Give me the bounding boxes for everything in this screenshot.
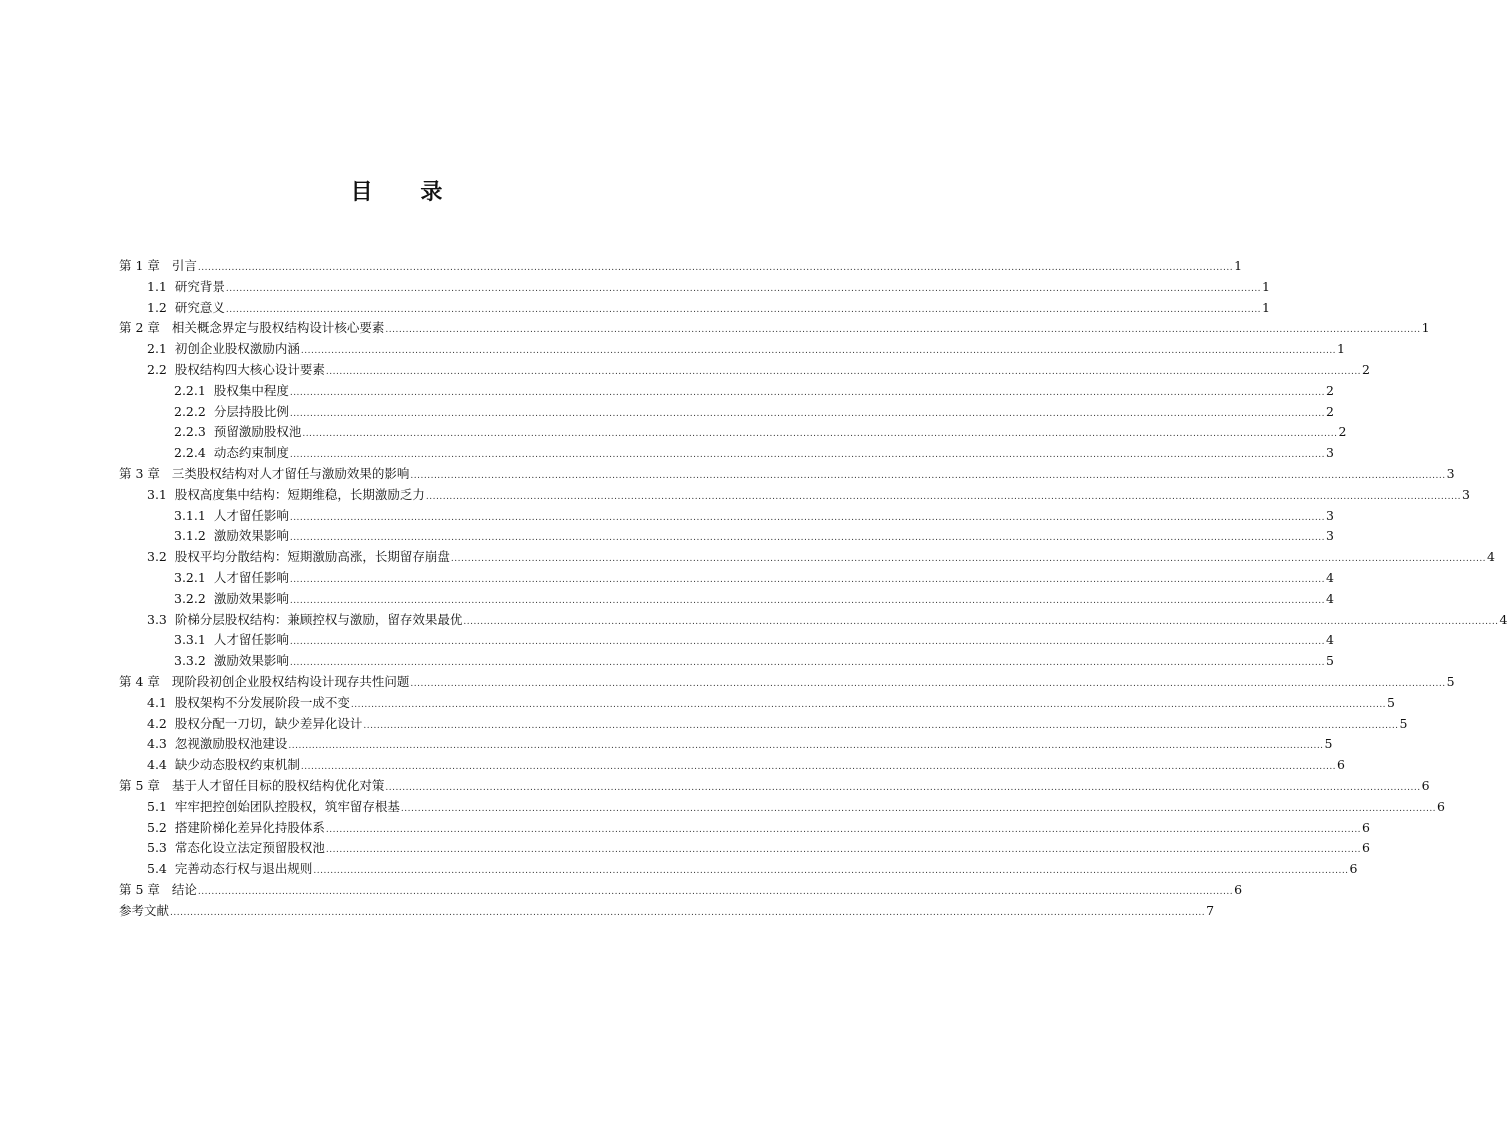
toc-entry-number: 5.2 — [147, 819, 167, 835]
toc-page-number: 2 — [1325, 403, 1334, 419]
toc-page-number: 6 — [1337, 757, 1345, 773]
toc-entry-number: 3.3 — [147, 611, 167, 627]
toc-entry-number: 4.4 — [147, 757, 167, 773]
toc-dot-leader — [410, 674, 1445, 695]
toc-dot-leader — [326, 820, 1361, 841]
toc-page-number: 1 — [1337, 341, 1345, 357]
toc-entry[interactable] — [119, 630, 1334, 651]
toc-page-number: 4 — [1325, 632, 1334, 648]
toc-dot-leader — [288, 736, 1323, 757]
table-of-contents — [119, 256, 1508, 922]
toc-page-number: 6 — [1349, 861, 1358, 877]
page-title: 目 录 — [350, 179, 463, 205]
toc-entry-number: 3.3.1 — [174, 632, 206, 648]
toc-dot-leader — [426, 487, 1461, 508]
toc-page-number: 6 — [1421, 777, 1430, 793]
toc-page-number: 6 — [1234, 881, 1243, 897]
toc-entry-number: 4.2 — [147, 715, 167, 731]
toc-entry-number: 3.2.1 — [174, 569, 206, 585]
toc-entry[interactable] — [119, 568, 1334, 589]
toc-entry[interactable] — [119, 339, 1345, 360]
toc-entry[interactable] — [119, 464, 1455, 485]
toc-page-number: 1 — [1262, 278, 1270, 294]
toc-entry-title: 激励效果影响 — [213, 528, 289, 544]
toc-entry-title: 完善动态行权与退出规则 — [174, 861, 313, 877]
toc-dot-leader — [363, 716, 1398, 737]
toc-entry[interactable] — [119, 589, 1334, 610]
toc-dot-leader — [198, 882, 1233, 903]
toc-page-number: 2 — [1338, 424, 1347, 440]
toc-entry-number: 2.1 — [147, 341, 167, 357]
toc-entry[interactable] — [119, 381, 1334, 402]
toc-entry[interactable] — [119, 672, 1455, 693]
toc-entry[interactable] — [119, 298, 1270, 319]
toc-page-number: 3 — [1446, 465, 1455, 481]
toc-entry-number: 5.1 — [147, 798, 167, 814]
toc-entry-number: 第 3 章 — [119, 465, 160, 481]
toc-entry[interactable] — [119, 318, 1430, 339]
toc-page-number: 4 — [1499, 611, 1508, 627]
toc-entry[interactable] — [119, 734, 1333, 755]
toc-entry-title: 股权高度集中结构：短期维稳，长期激励乏力 — [174, 486, 425, 502]
toc-dot-leader — [326, 840, 1361, 861]
toc-page-number: 1 — [1421, 320, 1430, 336]
toc-page-number: 3 — [1325, 507, 1334, 523]
toc-dot-leader — [410, 466, 1445, 487]
toc-entry-title: 人才留任影响 — [213, 632, 289, 648]
toc-entry-number: 5.3 — [147, 840, 167, 856]
toc-entry-title: 结论 — [171, 881, 197, 897]
toc-page-number: 5 — [1387, 694, 1395, 710]
toc-entry-title: 股权分配一刀切，缺少差异化设计 — [174, 715, 363, 731]
toc-dot-leader — [290, 404, 1325, 425]
toc-entry-title: 研究意义 — [174, 299, 225, 315]
toc-entry-title: 股权结构四大核心设计要素 — [174, 361, 325, 377]
toc-entry[interactable] — [119, 901, 1215, 922]
toc-page-number: 6 — [1437, 798, 1445, 814]
toc-dot-leader — [290, 383, 1325, 404]
toc-entry-number: 3.2.2 — [174, 590, 206, 606]
toc-page-number: 5 — [1324, 736, 1333, 752]
toc-entry[interactable] — [119, 422, 1347, 443]
toc-entry-title: 股权集中程度 — [213, 382, 289, 398]
toc-entry-title: 基于人才留任目标的股权结构优化对策 — [171, 777, 385, 793]
toc-entry-title: 激励效果影响 — [213, 653, 289, 669]
toc-page-number: 4 — [1325, 590, 1334, 606]
toc-entry-title: 股权平均分散结构：短期激励高涨，长期留存崩盘 — [174, 549, 450, 565]
toc-dot-leader — [290, 653, 1325, 674]
toc-entry-title: 预留激励股权池 — [213, 424, 302, 440]
toc-entry-number: 1.1 — [147, 278, 167, 294]
toc-entry[interactable] — [119, 651, 1334, 672]
toc-entry-title: 常态化设立法定预留股权池 — [174, 840, 325, 856]
toc-entry-number: 2.2.1 — [174, 382, 206, 398]
toc-entry[interactable] — [119, 547, 1495, 568]
toc-dot-leader — [385, 320, 1420, 341]
toc-dot-leader — [313, 861, 1348, 882]
toc-entry[interactable] — [119, 402, 1334, 423]
toc-page-number: 2 — [1362, 361, 1370, 377]
toc-page-number: 4 — [1325, 569, 1334, 585]
toc-entry[interactable] — [119, 818, 1370, 839]
toc-entry-title: 人才留任影响 — [213, 507, 289, 523]
toc-entry[interactable] — [119, 256, 1243, 277]
toc-dot-leader — [290, 591, 1325, 612]
toc-entry-title: 阶梯分层股权结构：兼顾控权与激励，留存效果最优 — [174, 611, 463, 627]
toc-dot-leader — [290, 508, 1325, 529]
toc-page-number: 5 — [1399, 715, 1408, 731]
toc-entry[interactable] — [119, 526, 1334, 547]
toc-entry-title: 缺少动态股权约束机制 — [174, 757, 300, 773]
toc-entry-number: 4.3 — [147, 736, 167, 752]
toc-entry-title: 激励效果影响 — [213, 590, 289, 606]
toc-dot-leader — [290, 570, 1325, 591]
toc-entry-number: 3.1.1 — [174, 507, 206, 523]
toc-entry-number: 2.2.2 — [174, 403, 206, 419]
toc-page-number: 1 — [1234, 258, 1243, 273]
toc-dot-leader — [301, 757, 1336, 778]
toc-entry-number: 2.2 — [147, 361, 167, 377]
toc-entry[interactable] — [119, 838, 1370, 859]
toc-entry-number: 第 1 章 — [119, 258, 160, 273]
toc-entry-title: 分层持股比例 — [213, 403, 289, 419]
toc-entry[interactable] — [119, 360, 1370, 381]
toc-entry-title: 参考文献 — [119, 902, 170, 918]
toc-dot-leader — [290, 445, 1325, 466]
toc-dot-leader — [351, 695, 1386, 716]
toc-dot-leader — [301, 341, 1336, 362]
toc-page-number: 3 — [1325, 445, 1334, 461]
toc-page-number: 5 — [1325, 653, 1334, 669]
toc-entry-number: 1.2 — [147, 299, 167, 315]
toc-entry[interactable] — [119, 714, 1408, 735]
toc-page-number: 7 — [1206, 902, 1215, 918]
toc-entry[interactable] — [119, 443, 1334, 464]
toc-page-number: 5 — [1446, 673, 1455, 689]
toc-entry-number: 2.2.3 — [174, 424, 206, 440]
toc-entry-title: 人才留任影响 — [213, 569, 289, 585]
toc-entry[interactable] — [119, 776, 1430, 797]
toc-dot-leader — [401, 799, 1436, 820]
toc-page-number: 6 — [1362, 819, 1370, 835]
toc-page-number: 2 — [1325, 382, 1334, 398]
toc-entry-number: 第 2 章 — [119, 320, 160, 336]
toc-page-number: 6 — [1362, 840, 1370, 856]
toc-entry[interactable] — [119, 797, 1445, 818]
toc-entry-title: 引言 — [171, 258, 197, 273]
toc-entry-title: 现阶段初创企业股权结构设计现存共性问题 — [171, 673, 410, 689]
toc-page-number: 3 — [1325, 528, 1334, 544]
toc-entry[interactable] — [119, 880, 1243, 901]
toc-dot-leader — [170, 903, 1205, 924]
toc-entry-number: 3.3.2 — [174, 653, 206, 669]
toc-entry-title: 搭建阶梯化差异化持股体系 — [174, 819, 325, 835]
toc-entry-title: 研究背景 — [174, 278, 225, 294]
toc-entry-number: 3.1.2 — [174, 528, 206, 544]
toc-dot-leader — [326, 362, 1361, 383]
toc-entry-number: 5.4 — [147, 861, 167, 877]
toc-entry[interactable] — [119, 859, 1358, 880]
toc-entry-number: 2.2.4 — [174, 445, 206, 461]
toc-dot-leader — [290, 528, 1325, 549]
toc-page-number: 4 — [1487, 549, 1495, 565]
toc-entry[interactable] — [119, 485, 1470, 506]
toc-entry-number: 第 5 章 — [119, 777, 160, 793]
toc-dot-leader — [290, 632, 1325, 653]
toc-entry-number: 4.1 — [147, 694, 167, 710]
toc-entry-title: 动态约束制度 — [213, 445, 289, 461]
toc-dot-leader — [302, 424, 1337, 445]
toc-entry-title: 忽视激励股权池建设 — [174, 736, 288, 752]
toc-entry-number: 第 5 章 — [119, 881, 160, 897]
toc-dot-leader — [451, 549, 1486, 570]
toc-dot-leader — [226, 279, 1261, 300]
toc-entry-number: 3.1 — [147, 486, 167, 502]
toc-entry-title: 初创企业股权激励内涵 — [174, 341, 300, 357]
toc-page-number: 3 — [1462, 486, 1470, 502]
toc-entry[interactable] — [119, 277, 1270, 298]
toc-entry[interactable] — [119, 693, 1395, 714]
toc-page-number: 1 — [1262, 299, 1270, 315]
toc-dot-leader — [463, 612, 1498, 633]
toc-entry-title: 牢牢把控创始团队控股权，筑牢留存根基 — [174, 798, 400, 814]
toc-entry-number: 3.2 — [147, 549, 167, 565]
toc-dot-leader — [226, 300, 1261, 321]
toc-entry-title: 相关概念界定与股权结构设计核心要素 — [171, 320, 385, 336]
toc-entry-title: 三类股权结构对人才留任与激励效果的影响 — [171, 465, 410, 481]
toc-entry[interactable] — [119, 506, 1334, 527]
toc-entry-title: 股权架构不分发展阶段一成不变 — [174, 694, 350, 710]
toc-entry[interactable] — [119, 755, 1345, 776]
toc-dot-leader — [385, 778, 1420, 799]
toc-entry-number: 第 4 章 — [119, 673, 160, 689]
toc-entry[interactable] — [119, 610, 1508, 631]
toc-dot-leader — [198, 258, 1233, 279]
